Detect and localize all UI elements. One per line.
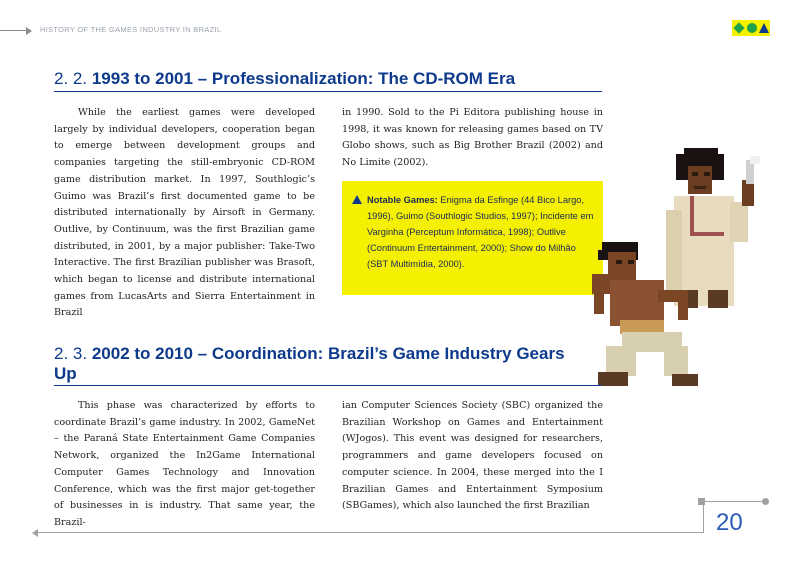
- paragraph: This phase was characterized by efforts to coordinate Brazil’s game industry. In 2002, GameNet – the Paraná State Entertainment Game Companies Network, organized the In2Game International Computer Games Technology and Innovation Conference, which was the first major get-together of businesses in is industry. That same year, the Brazil-: [54, 400, 315, 528]
- footer-rule-short: [705, 501, 765, 502]
- pixel-art-characters-illustration: [580, 140, 780, 400]
- section-number: 2. 3.: [54, 344, 88, 363]
- paragraph: While the earliest games were developed largely by individual developers, cooperation began to emerge between development groups and companies targeting the still-embryonic CD-ROM game distribution market. In 1997, Southlogic’s Guimo was Brazil’s first documented game to be distributed internationally by Airsoft in Germany. Outlive, by Continuum, was the first Brazilian game distributed, in 2001, by a major publisher: Take-Two Interactive. The first Brazilian publisher was Brasoft, which began to license and distribute international games from LucasArts and Sierra Entertainment in Brazil: [54, 107, 315, 319]
- footer-rule: [36, 532, 704, 533]
- section-title: 2002 to 2010 – Coordination: Brazil’s Game Industry Gears Up: [54, 344, 565, 383]
- triangle-bullet-icon: [352, 195, 362, 204]
- heading-rule: [54, 91, 602, 92]
- running-header: HISTORY OF THE GAMES INDUSTRY IN BRAZIL: [40, 25, 222, 34]
- heading-rule: [54, 385, 602, 386]
- header-arrow-icon: [26, 27, 32, 35]
- body-column-right: [342, 398, 603, 515]
- note-text: Enigma da Esfinge (44 Bico Largo, 1996), Guimo (Southlogic Studios, 1997); Incidente em Varginha (Perceptum Informática, 1998); Outlive (Continuum Entertainment, 2000); Show do Milhão (SBT Multimídia, 2000).: [367, 195, 594, 269]
- body-column-left: [54, 105, 315, 322]
- paragraph: ian Computer Sciences Society (SBC) organized the Brazilian Workshop on Games and Entertainment (WJogos). This event was designed for researchers, programmers and game developers focused on computer science. In 2004, these merged into the I Brazilian Games and Entertainment Symposium (SBGames), which also launched the first Brazilian: [342, 400, 603, 512]
- logo-icon: [732, 20, 770, 36]
- footer-dot-icon: [762, 498, 769, 505]
- notable-games-box: [342, 181, 603, 295]
- paragraph: in 1990. Sold to the Pi Editora publishing house in 1998, it was known for releasing games based on TV Globo shows, such as Big Brother Brazil (2002) and No Limite (2002).: [342, 107, 603, 169]
- section-number: 2. 2.: [54, 69, 88, 88]
- section-heading-2-2: [54, 69, 515, 89]
- footer-rule-vertical: [703, 505, 704, 533]
- footer-arrow-icon: [32, 529, 38, 537]
- footer-square-icon: [698, 498, 705, 505]
- header-rule: [0, 30, 26, 31]
- note-label: Notable Games:: [367, 195, 438, 205]
- page-number: 20: [716, 509, 743, 536]
- body-column-right: [342, 105, 603, 172]
- robed-character: [666, 148, 760, 308]
- section-heading-2-3: [54, 344, 574, 384]
- section-title: 1993 to 2001 – Professionalization: The CD-ROM Era: [91, 69, 516, 88]
- body-column-left: [54, 398, 315, 532]
